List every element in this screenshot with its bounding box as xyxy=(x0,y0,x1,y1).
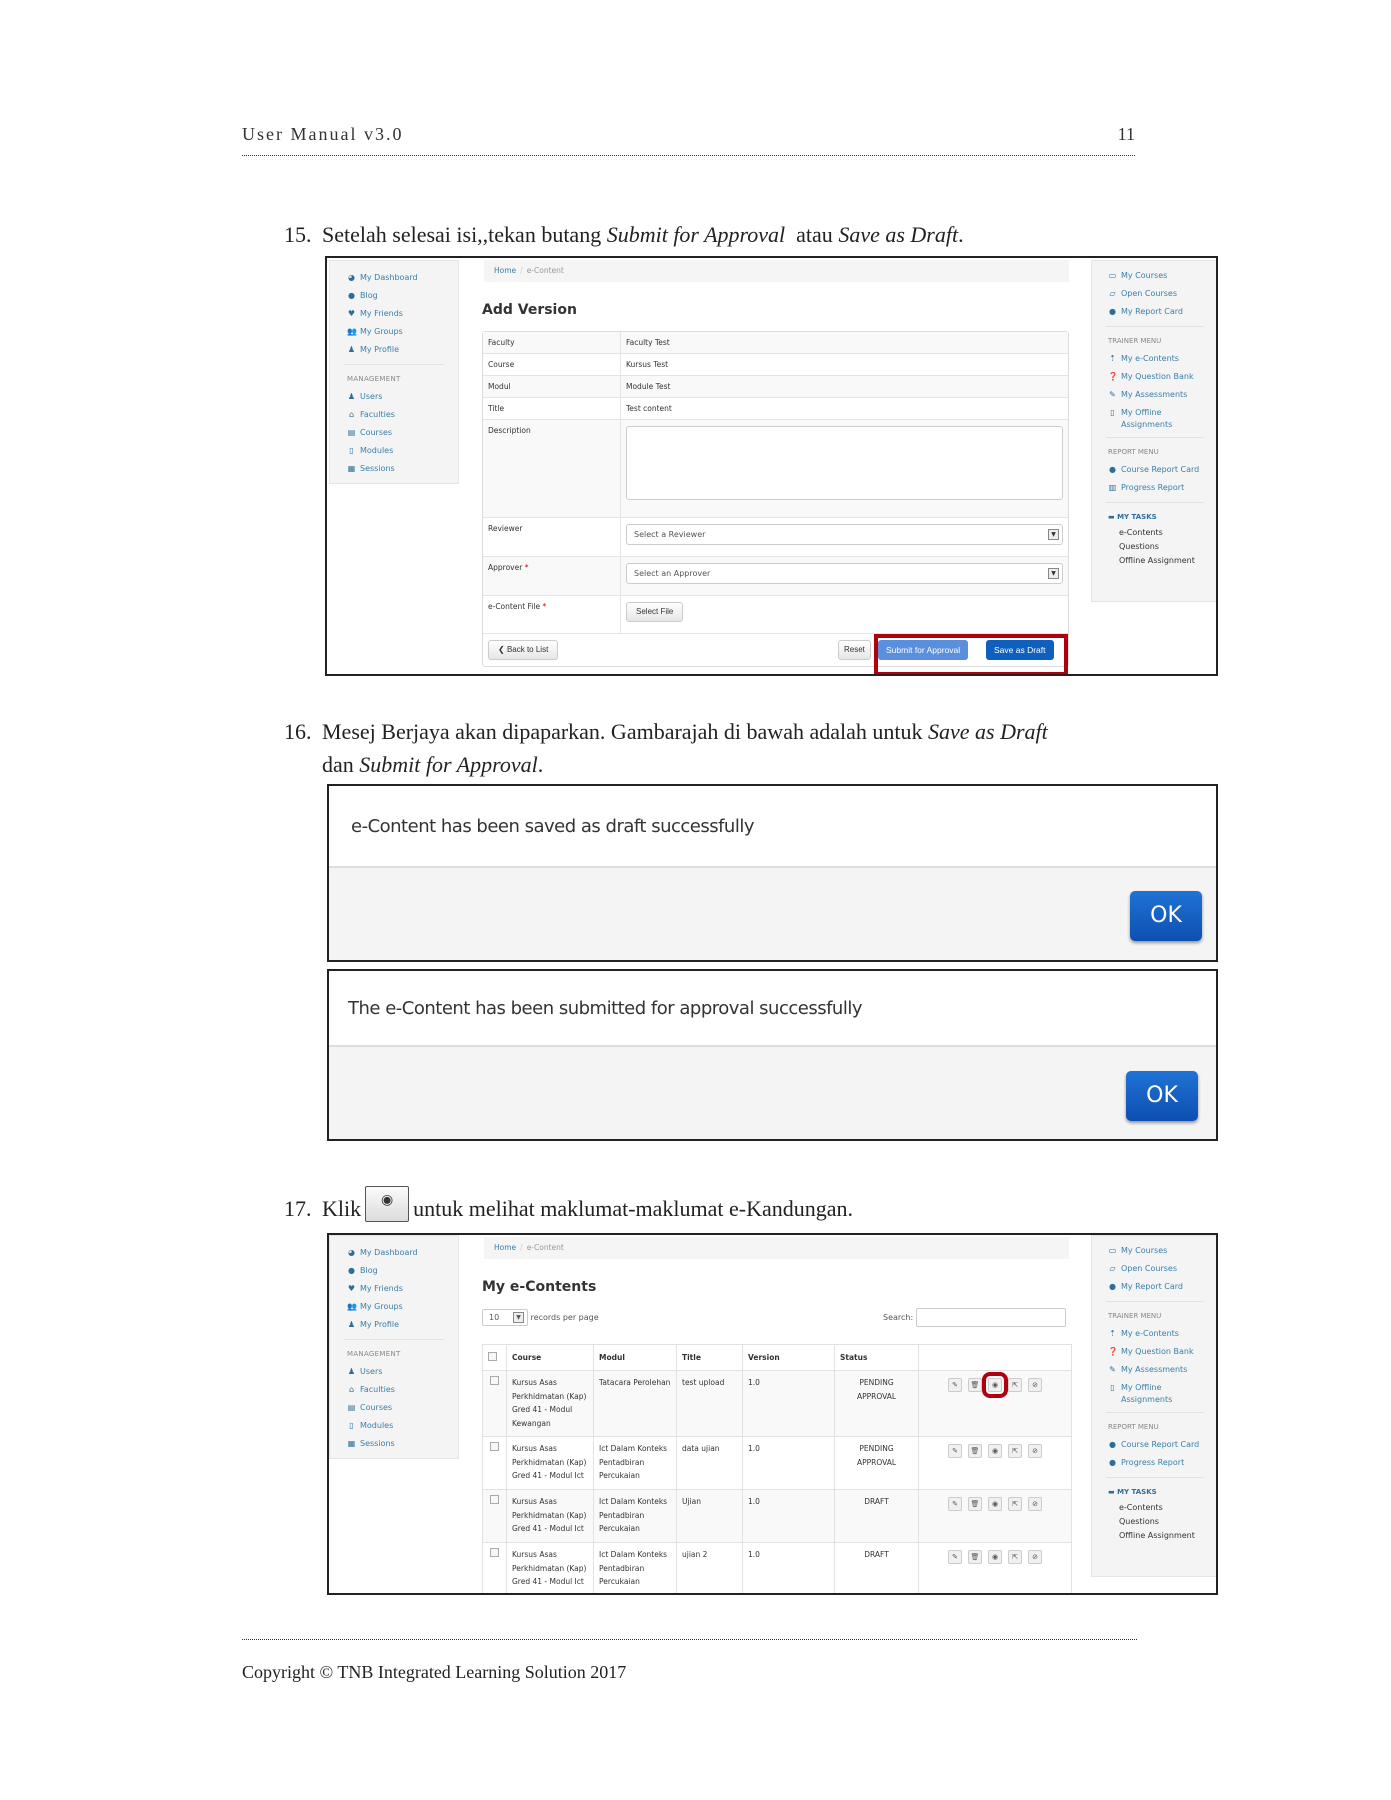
add-version-form xyxy=(482,331,1069,667)
folder-icon: ▭ xyxy=(1108,1246,1117,1255)
search-input[interactable] xyxy=(916,1308,1066,1327)
trash-icon[interactable]: 🗑 xyxy=(968,1497,982,1511)
share-icon[interactable]: ⇱ xyxy=(1008,1497,1022,1511)
user-icon: ♟ xyxy=(347,1367,356,1377)
task-questions[interactable]: Questions xyxy=(1119,1517,1159,1527)
report-menu-heading: REPORT MENU xyxy=(1108,1422,1159,1431)
chevron-down-icon: ▼ xyxy=(513,1312,524,1323)
dashboard-icon: ◕ xyxy=(348,273,355,283)
edit-icon[interactable]: ✎ xyxy=(948,1497,962,1511)
add-version-screenshot xyxy=(325,256,1218,676)
page-number: 11 xyxy=(1117,124,1135,144)
user-icon: ♟ xyxy=(347,392,356,402)
share-icon[interactable]: ⇱ xyxy=(1008,1550,1022,1564)
table-row: Kursus Asas Perkhidmatan (Kap) Gred 41 - Modul Ict Ict Dalam Konteks Pentadbiran Percukaian ujian 2 1.0 DRAFT ✎ 🗑 ◉ ⇱ ⊘ xyxy=(483,1543,1072,1596)
right-sidebar xyxy=(1091,260,1218,602)
task-offline-assignment[interactable]: Offline Assignment xyxy=(1119,1531,1195,1541)
footer-divider xyxy=(242,1639,1137,1640)
sidebar-item-my-friends[interactable]: ♥ My Friends xyxy=(347,1283,403,1293)
sidebar-item-modules[interactable]: ▯ Modules xyxy=(330,1416,458,1434)
tasks-icon: ▬ xyxy=(1108,513,1118,522)
sidebar-item-my-dashboard[interactable]: ◕ My Dashboard xyxy=(348,273,418,283)
sidebar-item-open-courses[interactable]: ▱ Open Courses xyxy=(1092,1260,1218,1278)
sidebar-item-my-report-card[interactable]: ● My Report Card xyxy=(1092,303,1218,321)
circle-icon: ● xyxy=(1109,1439,1116,1449)
calendar-icon: ▦ xyxy=(347,463,356,473)
sidebar-item-open-courses[interactable]: ▱ Open Courses xyxy=(1092,285,1218,303)
globe-icon: ● xyxy=(348,291,355,301)
form-row-title: Title Test content xyxy=(483,398,1068,420)
page-title: My e-Contents xyxy=(482,1279,597,1295)
page-header xyxy=(242,120,1135,156)
share-icon[interactable]: ⇱ xyxy=(1008,1444,1022,1458)
form-row-modul: Modul Module Test xyxy=(483,376,1068,398)
right-sidebar xyxy=(1091,1235,1218,1577)
file-icon: ▯ xyxy=(1110,1382,1115,1392)
sidebar-item-my-courses[interactable]: ▭ My Courses xyxy=(1092,267,1218,285)
approver-select[interactable]: Select an Approver ▼ xyxy=(626,563,1063,584)
table-row: Kursus Asas Perkhidmatan (Kap) Gred 41 - Modul Kewangan Tatacara Perolehan test upload 1.0 PENDING APPROVAL ✎ 🗑 ◉ ⇱ ⊘ xyxy=(483,1371,1072,1437)
reviewer-select[interactable]: Select a Reviewer ▼ xyxy=(626,524,1063,545)
home-icon: ⌂ xyxy=(348,1385,355,1395)
my-econtents-screenshot xyxy=(327,1233,1218,1595)
search-control: Search: xyxy=(883,1308,1066,1327)
econtents-table xyxy=(482,1344,1072,1595)
sidebar-item-my-e-contents[interactable]: ⇡ My e-Contents xyxy=(1092,350,1218,368)
trash-icon[interactable]: 🗑 xyxy=(968,1444,982,1458)
question-icon: ❓ xyxy=(1108,1347,1118,1357)
breadcrumb-home[interactable]: Home xyxy=(494,1243,517,1252)
sidebar-item-my-friends[interactable]: ♥ My Friends xyxy=(347,308,403,318)
task-e-contents[interactable]: e-Contents xyxy=(1119,528,1163,538)
sidebar-item-faculties[interactable]: ⌂ Faculties xyxy=(348,1385,395,1395)
breadcrumb-current: e-Content xyxy=(526,266,564,275)
sidebar-item-courses[interactable]: ▤ Courses xyxy=(347,1402,393,1412)
breadcrumb: Home / e-Content xyxy=(484,260,1069,282)
sidebar-item-my-question-bank[interactable]: ❓ My Question Bank xyxy=(1092,1343,1218,1361)
select-file-button[interactable]: Select File xyxy=(626,602,683,622)
circle-icon: ● xyxy=(1109,1457,1116,1467)
divider xyxy=(344,364,444,365)
save-as-draft-button[interactable]: Save as Draft xyxy=(986,640,1054,660)
edit-icon: ✎ xyxy=(1109,1364,1116,1374)
page-title: Add Version xyxy=(482,302,577,318)
sidebar-item-my-e-contents[interactable]: ⇡ My e-Contents xyxy=(1092,1325,1218,1343)
edit-icon[interactable]: ✎ xyxy=(948,1444,962,1458)
folder-open-icon: ▱ xyxy=(1109,288,1116,298)
book-icon: ▤ xyxy=(347,1402,356,1412)
step-15: 15. Setelah selesai isi,,tekan butang Submit for Approval atau Save as Draft. xyxy=(284,222,964,247)
row-checkbox[interactable] xyxy=(490,1495,499,1504)
copyright: Copyright © TNB Integrated Learning Solution 2017 xyxy=(242,1662,627,1682)
manual-title: User Manual v3.0 xyxy=(242,124,404,144)
management-heading: MANAGEMENT xyxy=(347,1349,401,1358)
step-16: 16. Mesej Berjaya akan dipaparkan. Gambarajah di bawah adalah untuk Save as Draft dan Submit for Approval. xyxy=(284,719,1048,777)
upload-icon: ⇡ xyxy=(1109,354,1116,364)
row-checkbox[interactable] xyxy=(490,1376,499,1385)
ok-button[interactable]: OK xyxy=(1126,1071,1198,1121)
eye-icon: ◉ xyxy=(365,1186,409,1222)
ok-button[interactable]: OK xyxy=(1130,891,1202,941)
home-icon: ⌂ xyxy=(348,410,355,420)
sidebar-item-my-report-card[interactable]: ● My Report Card xyxy=(1092,1278,1218,1296)
reset-button[interactable]: Reset xyxy=(838,640,871,660)
sidebar-item-my-assessments[interactable]: ✎ My Assessments xyxy=(1092,1361,1218,1379)
report-menu-heading: REPORT MENU xyxy=(1108,447,1159,456)
heart-icon: ♥ xyxy=(347,1283,356,1293)
form-row-approver: Approver * Select an Approver ▼ xyxy=(483,557,1068,596)
sidebar-item-users[interactable]: ♟ Users xyxy=(347,1367,383,1377)
back-to-list-button[interactable]: ❮ Back to List xyxy=(488,640,558,660)
form-row-course: Course Kursus Test xyxy=(483,354,1068,376)
form-row-file: e-Content File * Select File xyxy=(483,596,1068,634)
trash-icon[interactable]: 🗑 xyxy=(968,1550,982,1564)
eye-icon[interactable]: ◉ xyxy=(988,1444,1002,1458)
file-icon: ▯ xyxy=(349,445,354,455)
share-icon[interactable]: ⇱ xyxy=(1008,1378,1022,1392)
task-questions[interactable]: Questions xyxy=(1119,542,1159,552)
sidebar-item-faculties[interactable]: ⌂ Faculties xyxy=(348,410,395,420)
sidebar-item-my-profile[interactable]: ♟ My Profile xyxy=(347,1319,400,1329)
form-row-faculty: Faculty Faculty Test xyxy=(483,332,1068,354)
circle-icon: ● xyxy=(1109,464,1116,474)
user-icon: ♟ xyxy=(347,1319,356,1329)
bar-chart-icon: ▥ xyxy=(1108,482,1117,492)
table-row: Kursus Asas Perkhidmatan (Kap) Gred 41 - Modul Ict Ict Dalam Konteks Pentadbiran Percukaian Ujian 1.0 DRAFT ✎ 🗑 ◉ ⇱ ⊘ xyxy=(483,1490,1072,1543)
sidebar-item-my-profile[interactable]: ♟ My Profile xyxy=(347,344,400,354)
file-icon: ▯ xyxy=(1110,407,1115,417)
book-icon: ▤ xyxy=(347,427,356,437)
form-row-reviewer: Reviewer Select a Reviewer ▼ xyxy=(483,518,1068,557)
sidebar-item-modules[interactable]: ▯ Modules xyxy=(330,441,458,459)
group-icon: 👥 xyxy=(347,1301,357,1311)
table-row: Kursus Asas Perkhidmatan (Kap) Gred 41 - Modul Ict Ict Dalam Konteks Pentadbiran Percukaian data ujian 1.0 PENDING APPROVAL ✎ 🗑 ◉ ⇱ ⊘ xyxy=(483,1437,1072,1490)
task-offline-assignment[interactable]: Offline Assignment xyxy=(1119,556,1195,566)
row-checkbox[interactable] xyxy=(490,1442,499,1451)
approval-success-dialog xyxy=(327,969,1218,1141)
circle-icon: ● xyxy=(1109,306,1116,316)
sidebar-item-blog[interactable]: ● Blog xyxy=(348,291,378,301)
sidebar-item-course-report-card[interactable]: ● Course Report Card xyxy=(1092,461,1218,479)
sidebar-item-my-assessments[interactable]: ✎ My Assessments xyxy=(1092,386,1218,404)
description-textarea[interactable] xyxy=(626,426,1063,500)
tasks-icon: ▬ xyxy=(1108,1488,1118,1497)
heart-icon: ♥ xyxy=(347,308,356,318)
calendar-icon: ▦ xyxy=(347,1438,356,1448)
task-e-contents[interactable]: e-Contents xyxy=(1119,1503,1163,1513)
chevron-left-icon: ❮ xyxy=(498,645,507,654)
folder-icon: ▭ xyxy=(1108,271,1117,280)
left-sidebar xyxy=(329,260,459,484)
eye-icon[interactable]: ◉ xyxy=(988,1497,1002,1511)
sidebar-item-sessions[interactable]: ▦ Sessions xyxy=(347,463,395,473)
breadcrumb-current: e-Content xyxy=(526,1243,564,1252)
circle-icon: ● xyxy=(1109,1281,1116,1291)
dialog-message: e-Content has been saved as draft successfully xyxy=(329,786,1216,868)
eye-icon[interactable]: ◉ xyxy=(988,1550,1002,1564)
step-17: 17. Klik ◉ untuk melihat maklumat-maklumat e-Kandungan. xyxy=(284,1186,853,1222)
sidebar-item-my-courses[interactable]: ▭ My Courses xyxy=(1092,1242,1218,1260)
edit-icon[interactable]: ✎ xyxy=(948,1550,962,1564)
sidebar-item-blog[interactable]: ● Blog xyxy=(348,1266,378,1276)
select-all-checkbox[interactable] xyxy=(488,1352,497,1361)
trainer-menu-heading: TRAINER MENU xyxy=(1108,1312,1162,1321)
sidebar-item-my-groups[interactable]: 👥 My Groups xyxy=(347,326,403,336)
file-icon: ▯ xyxy=(349,1420,354,1430)
draft-success-dialog xyxy=(327,784,1218,962)
globe-icon: ● xyxy=(348,1266,355,1276)
sidebar-item-sessions[interactable]: ▦ Sessions xyxy=(347,1438,395,1448)
breadcrumb: Home / e-Content xyxy=(484,1237,1069,1259)
ban-icon[interactable]: ⊘ xyxy=(1028,1497,1042,1511)
trainer-menu-heading: TRAINER MENU xyxy=(1108,337,1162,346)
sidebar-item-my-question-bank[interactable]: ❓ My Question Bank xyxy=(1092,368,1218,386)
page-length-control: 10 ▼ records per page xyxy=(482,1309,599,1326)
form-row-description: Description xyxy=(483,420,1068,518)
sidebar-item-my-groups[interactable]: 👥 My Groups xyxy=(347,1301,403,1311)
my-tasks-heading: ▬ MY TASKS xyxy=(1108,513,1157,522)
eye-icon[interactable]: ◉ xyxy=(988,1378,1002,1392)
sidebar-item-course-report-card[interactable]: ● Course Report Card xyxy=(1092,1436,1218,1454)
sidebar-item-my-dashboard[interactable]: ◕ My Dashboard xyxy=(348,1248,418,1258)
ban-icon[interactable]: ⊘ xyxy=(1028,1550,1042,1564)
sidebar-item-courses[interactable]: ▤ Courses xyxy=(347,427,393,437)
submit-for-approval-button[interactable]: Submit for Approval xyxy=(878,640,968,660)
header-divider xyxy=(242,155,1135,156)
management-heading: MANAGEMENT xyxy=(347,374,401,383)
table-header: Course Modul Title Version Status xyxy=(483,1345,1072,1371)
breadcrumb-home[interactable]: Home xyxy=(494,266,517,275)
sidebar-item-progress-report[interactable]: ● Progress Report xyxy=(1092,1454,1218,1472)
chevron-down-icon: ▼ xyxy=(1048,568,1059,579)
sidebar-item-my-offline-assignments[interactable]: ▯ My Offline Assignments xyxy=(1092,404,1218,431)
page-length-select[interactable]: 10 ▼ xyxy=(482,1309,528,1326)
sidebar-item-progress-report[interactable]: ▥ Progress Report xyxy=(1092,479,1218,497)
row-checkbox[interactable] xyxy=(490,1548,499,1557)
my-tasks-heading: ▬ MY TASKS xyxy=(1108,1488,1157,1497)
sidebar-item-users[interactable]: ♟ Users xyxy=(347,392,383,402)
dashboard-icon: ◕ xyxy=(348,1248,355,1258)
chevron-down-icon: ▼ xyxy=(1048,529,1059,540)
upload-icon: ⇡ xyxy=(1109,1329,1116,1339)
folder-open-icon: ▱ xyxy=(1109,1263,1116,1273)
group-icon: 👥 xyxy=(347,326,357,336)
question-icon: ❓ xyxy=(1108,372,1118,382)
ban-icon[interactable]: ⊘ xyxy=(1028,1378,1042,1392)
user-icon: ♟ xyxy=(347,344,356,354)
sidebar-item-my-offline-assignments[interactable]: ▯ My Offline Assignments xyxy=(1092,1379,1218,1406)
left-sidebar xyxy=(329,1235,459,1459)
highlight-box xyxy=(874,634,1068,676)
dialog-message: The e-Content has been submitted for approval successfully xyxy=(329,971,1216,1047)
ban-icon[interactable]: ⊘ xyxy=(1028,1444,1042,1458)
edit-icon: ✎ xyxy=(1109,389,1116,399)
edit-icon[interactable]: ✎ xyxy=(948,1378,962,1392)
trash-icon[interactable]: 🗑 xyxy=(968,1378,982,1392)
